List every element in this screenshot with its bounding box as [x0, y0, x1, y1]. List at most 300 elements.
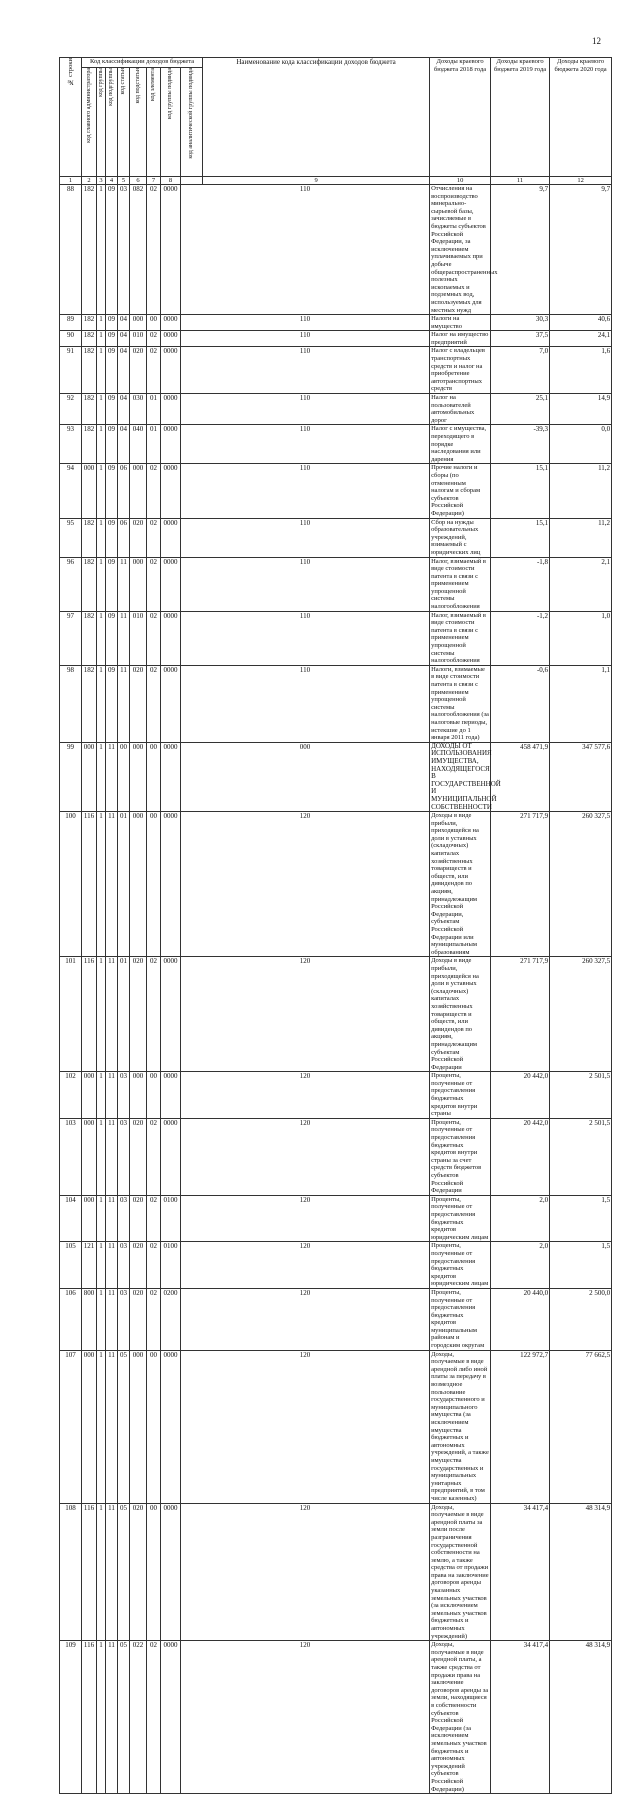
- article-code-cell: 03: [118, 1072, 130, 1119]
- admin-code-cell: 000: [82, 1195, 97, 1242]
- revenue-2019-cell: 1,1: [550, 665, 612, 742]
- line-number-cell: 91: [60, 347, 82, 394]
- revenue-2018-cell: 271 717,9: [491, 957, 550, 1072]
- admin-code-cell: 000: [82, 1072, 97, 1119]
- admin-code-cell: 000: [82, 464, 97, 518]
- article-code-cell: 03: [118, 1195, 130, 1242]
- group-code-cell: 1: [97, 315, 106, 331]
- subtype-group-code-cell: 0000: [161, 464, 181, 518]
- revenue-2018-cell: 9,7: [491, 185, 550, 315]
- admin-code-cell: 116: [82, 1503, 97, 1641]
- subarticle-code-cell: 030: [130, 394, 147, 425]
- subtype-group-code-cell: 0000: [161, 1503, 181, 1641]
- group-code-cell: 1: [97, 1242, 106, 1289]
- revenue-name-cell: Налог с владельцев транспортных средств и налог на приобретение автотранспортных средств: [430, 347, 491, 394]
- subarticle-code-cell: 000: [130, 812, 147, 957]
- col-number: [181, 177, 203, 185]
- revenue-2019-cell: 1,0: [550, 611, 612, 665]
- subgroup-code-cell: 09: [106, 394, 118, 425]
- line-number-cell: 96: [60, 557, 82, 611]
- analytic-group-code-cell: 120: [181, 1118, 430, 1195]
- subarticle-code-cell: 040: [130, 425, 147, 464]
- revenue-name-cell: Налог на пользователей автомобильных дорог: [430, 394, 491, 425]
- group-code-cell: 1: [97, 1288, 106, 1350]
- budget-revenue-table: [59, 57, 612, 1794]
- element-code-cell: 02: [147, 611, 161, 665]
- revenue-2018-header: Доходы краевого бюджета 2018 года: [430, 58, 491, 177]
- line-number-cell: 107: [60, 1350, 82, 1503]
- analytic-group-code-cell: 120: [181, 1503, 430, 1641]
- element-code-cell: 00: [147, 1503, 161, 1641]
- revenue-name-cell: Сбор на нужды образовательных учреждений, взимаемый с юридических лиц: [430, 518, 491, 557]
- revenue-2019-cell: 347 577,6: [550, 742, 612, 811]
- subtype-group-code-cell: 0000: [161, 394, 181, 425]
- analytic-group-code-cell: 120: [181, 1195, 430, 1242]
- subarticle-code-cell: 020: [130, 1118, 147, 1195]
- analytic-group-code-cell: 110: [181, 665, 430, 742]
- admin-code-cell: 800: [82, 1288, 97, 1350]
- subtype-group-code-cell: 0000: [161, 1118, 181, 1195]
- group-code-cell: 1: [97, 1118, 106, 1195]
- revenue-2019-cell: 260 327,5: [550, 957, 612, 1072]
- subgroup-code-cell: 09: [106, 665, 118, 742]
- admin-code-cell: 182: [82, 347, 97, 394]
- revenue-name-cell: Налог с имущества, переходящего в порядке наследования или дарения: [430, 425, 491, 464]
- admin-code-cell: 000: [82, 1350, 97, 1503]
- element-code-cell: 00: [147, 742, 161, 811]
- article-code-cell: 03: [118, 1118, 130, 1195]
- col-number: 12: [550, 177, 612, 185]
- revenue-name-cell: Доходы, получаемые в виде арендной либо иной платы за передачу в возмездное пользование государственного и муниципального имущества (за исключением имущества бюджетных и автономных учреждений, а также имущества государственных и муниципальных унитарных предприятий, в том числе казенных): [431, 1350, 489, 1502]
- admin-code-cell: 182: [82, 185, 97, 315]
- article-code-cell: 06: [118, 518, 130, 557]
- col-number: 4: [106, 177, 118, 185]
- element-code-cell: 00: [147, 812, 161, 957]
- classification-group-header: Код классификации доходов бюджета: [82, 58, 203, 68]
- revenue-2019-cell: 1,5: [550, 1242, 612, 1289]
- revenue-2020-header: Доходы краевого бюджета 2020 года: [550, 58, 612, 177]
- element-code-cell: 01: [147, 394, 161, 425]
- revenue-2018-cell: -1,2: [491, 611, 550, 665]
- subtype-group-code-cell: 0100: [161, 1242, 181, 1289]
- admin-code-cell: 116: [82, 1641, 97, 1794]
- group-code-cell: 1: [97, 1072, 106, 1119]
- code-header-article: код статьи: [118, 68, 130, 177]
- revenue-2019-cell: 77 662,5: [550, 1350, 612, 1503]
- code-header-group: код группы: [97, 68, 106, 177]
- revenue-name-cell: Отчисления на воспроизводство минерально-сырьевой базы, зачисляемые в бюджеты субъектов Российской Федерации, за исключением уплачиваемых при добыче общераспространенных полезных ископаемых и подземных вод, используемых для местных нужд: [431, 185, 498, 314]
- analytic-group-code-cell: 110: [181, 464, 430, 518]
- table-body: [60, 185, 612, 1794]
- analytic-group-code-cell: 110: [181, 315, 430, 331]
- col-number: 10: [430, 177, 491, 185]
- admin-code-cell: 121: [82, 1242, 97, 1289]
- analytic-group-code-cell: 110: [181, 185, 430, 315]
- table-row: [60, 331, 612, 347]
- admin-code-cell: 182: [82, 611, 97, 665]
- table-row: [60, 1072, 612, 1119]
- article-code-cell: 04: [118, 425, 130, 464]
- group-code-cell: 1: [97, 185, 106, 315]
- subarticle-code-cell: 020: [130, 1195, 147, 1242]
- line-number-cell: 94: [60, 464, 82, 518]
- article-code-cell: 05: [118, 1641, 130, 1794]
- article-code-cell: 04: [118, 331, 130, 347]
- subtype-group-code-cell: 0000: [161, 1350, 181, 1503]
- col-number: 1: [60, 177, 82, 185]
- subarticle-code-cell: 000: [130, 1072, 147, 1119]
- revenue-2018-cell: 15,1: [491, 518, 550, 557]
- subgroup-code-cell: 11: [106, 1503, 118, 1641]
- analytic-group-code-cell: 120: [181, 957, 430, 1072]
- article-code-cell: 04: [118, 347, 130, 394]
- admin-code-cell: 116: [82, 812, 97, 957]
- article-code-cell: 11: [118, 611, 130, 665]
- element-code-cell: 02: [147, 1195, 161, 1242]
- analytic-group-code-cell: 110: [181, 347, 430, 394]
- revenue-2018-cell: 30,3: [491, 315, 550, 331]
- revenue-2019-cell: 48 314,9: [550, 1641, 612, 1794]
- element-code-cell: 02: [147, 665, 161, 742]
- analytic-group-code-cell: 110: [181, 394, 430, 425]
- group-code-cell: 1: [97, 611, 106, 665]
- revenue-name-cell: ДОХОДЫ ОТ ИСПОЛЬЗОВАНИЯ ИМУЩЕСТВА, НАХОДЯЩЕГОСЯ В ГОСУДАРСТВЕННОЙ И МУНИЦИПАЛЬНОЙ СОБСТВЕННОСТИ: [431, 741, 501, 811]
- revenue-name-cell: Проценты, полученные от предоставления бюджетных кредитов юридическим лицам: [430, 1195, 491, 1242]
- code-header-subgroup: код подгруппы: [106, 68, 118, 177]
- article-code-cell: 00: [118, 742, 130, 811]
- line-number-cell: 90: [60, 331, 82, 347]
- line-number-cell: 108: [60, 1503, 82, 1641]
- subgroup-code-cell: 11: [106, 1195, 118, 1242]
- table-row: [60, 315, 612, 331]
- revenue-2019-cell: 2 500,0: [550, 1288, 612, 1350]
- article-code-cell: 06: [118, 464, 130, 518]
- admin-code-cell: 182: [82, 315, 97, 331]
- revenue-2018-cell: 34 417,4: [491, 1641, 550, 1794]
- col-number: 3: [97, 177, 106, 185]
- analytic-group-code-cell: 120: [181, 812, 430, 957]
- revenue-2018-cell: 20 440,0: [491, 1288, 550, 1350]
- table-row: [60, 611, 612, 665]
- revenue-name-cell: Проценты, полученные от предоставления бюджетных кредитов юридическим лицам: [430, 1242, 491, 1289]
- line-number-cell: 98: [60, 665, 82, 742]
- group-code-cell: 1: [97, 394, 106, 425]
- article-code-cell: 05: [118, 1503, 130, 1641]
- table-row: [60, 518, 612, 557]
- subarticle-code-cell: 082: [130, 185, 147, 315]
- revenue-2019-cell: 24,1: [550, 331, 612, 347]
- subarticle-code-cell: 020: [130, 518, 147, 557]
- revenue-2018-cell: 20 442,0: [491, 1072, 550, 1119]
- article-code-cell: 01: [118, 812, 130, 957]
- element-code-cell: 02: [147, 557, 161, 611]
- subgroup-code-cell: 11: [106, 1350, 118, 1503]
- subtype-group-code-cell: 0000: [161, 1072, 181, 1119]
- revenue-2018-cell: -1,8: [491, 557, 550, 611]
- revenue-2019-cell: 40,6: [550, 315, 612, 331]
- revenue-name-cell: Доходы в виде прибыли, приходящейся на доли в уставных (складочных) капиталах хозяйственных товариществ и обществ, или дивидендов по акциям, принадлежащим Российской Федерации, субъектам Российской Федерации или муниципальным образованиям: [430, 812, 491, 957]
- subarticle-code-cell: 000: [130, 315, 147, 331]
- subgroup-code-cell: 09: [106, 518, 118, 557]
- table-row: [60, 665, 612, 742]
- element-code-cell: 02: [147, 1118, 161, 1195]
- revenue-2018-cell: -39,3: [491, 425, 550, 464]
- subtype-group-code-cell: 0000: [161, 557, 181, 611]
- subgroup-code-cell: 09: [106, 464, 118, 518]
- revenue-2019-cell: 9,7: [550, 185, 612, 315]
- revenue-2018-cell: 37,5: [491, 331, 550, 347]
- analytic-group-code-cell: 120: [181, 1350, 430, 1503]
- analytic-group-code-cell: 110: [181, 557, 430, 611]
- group-code-cell: 1: [97, 1195, 106, 1242]
- subtype-group-code-cell: 0000: [161, 331, 181, 347]
- subtype-group-code-cell: 0000: [161, 185, 181, 315]
- col-number: 6: [130, 177, 147, 185]
- element-code-cell: 02: [147, 185, 161, 315]
- group-code-cell: 1: [97, 557, 106, 611]
- admin-code-cell: 000: [82, 742, 97, 811]
- revenue-2018-cell: 20 442,0: [491, 1118, 550, 1195]
- col-number: 7: [147, 177, 161, 185]
- line-number-cell: 93: [60, 425, 82, 464]
- revenue-name-cell: Доходы, получаемые в виде арендной платы, а также средства от продажи права на заключение договоров аренды за земли, находящиеся в собственности субъектов Российской Федерации (за исключением земельных участков бюджетных и автономных учреждений субъектов Российской Федерации): [430, 1641, 491, 1794]
- group-code-cell: 1: [97, 1641, 106, 1794]
- revenue-2018-cell: 2,0: [491, 1195, 550, 1242]
- line-number-cell: 106: [60, 1288, 82, 1350]
- table-row: [60, 464, 612, 518]
- code-header-admin: код главного администратора: [82, 68, 97, 177]
- article-code-cell: 01: [118, 957, 130, 1072]
- subgroup-code-cell: 09: [106, 611, 118, 665]
- table-row: [60, 557, 612, 611]
- revenue-name-cell: Налог, взимаемый в виде стоимости патента в связи с применением упрощенной системы налогообложения: [430, 557, 491, 611]
- element-code-cell: 02: [147, 331, 161, 347]
- group-code-cell: 1: [97, 425, 106, 464]
- subarticle-code-cell: 000: [130, 464, 147, 518]
- subgroup-code-cell: 11: [106, 1242, 118, 1289]
- line-number-cell: 92: [60, 394, 82, 425]
- line-number-cell: 95: [60, 518, 82, 557]
- line-number-header: № строки: [60, 58, 82, 177]
- group-code-cell: 1: [97, 1350, 106, 1503]
- line-number-cell: 105: [60, 1242, 82, 1289]
- col-number: 8: [161, 177, 181, 185]
- table-row: [60, 347, 612, 394]
- admin-code-cell: 000: [82, 1118, 97, 1195]
- subarticle-code-cell: 022: [130, 1641, 147, 1794]
- subarticle-code-cell: 020: [130, 1242, 147, 1289]
- revenue-2018-cell: 2,0: [491, 1242, 550, 1289]
- line-number-cell: 103: [60, 1118, 82, 1195]
- revenue-name-cell: Налоги, взимаемые в виде стоимости патента в связи с применением упрощенной системы налогообложения (за налоговые периоды, истекшие до 1 января 2011 года): [431, 665, 489, 742]
- table-row: [60, 1195, 612, 1242]
- table-row: [60, 1350, 612, 1503]
- subarticle-code-cell: 000: [130, 1350, 147, 1503]
- code-header-subarticle: код подстатьи: [130, 68, 147, 177]
- group-code-cell: 1: [97, 812, 106, 957]
- code-header-element: код элемента: [147, 68, 161, 177]
- admin-code-cell: 182: [82, 665, 97, 742]
- revenue-name-cell: Налог, взимаемый в виде стоимости патента в связи с применением упрощенной системы налогообложения: [430, 611, 491, 665]
- revenue-2018-cell: -0,6: [491, 665, 550, 742]
- subarticle-code-cell: 010: [130, 611, 147, 665]
- subtype-group-code-cell: 0000: [161, 347, 181, 394]
- revenue-name-cell: Налоги на имущество: [430, 315, 491, 331]
- analytic-group-code-cell: 120: [181, 1288, 430, 1350]
- code-header-subtype-group: код группы подвида: [161, 68, 181, 177]
- table-row: [60, 1288, 612, 1350]
- revenue-2018-cell: 34 417,4: [491, 1503, 550, 1641]
- article-code-cell: 03: [118, 1242, 130, 1289]
- revenue-2019-cell: 11,2: [550, 464, 612, 518]
- subarticle-code-cell: 000: [130, 557, 147, 611]
- subarticle-code-cell: 010: [130, 331, 147, 347]
- line-number-cell: 102: [60, 1072, 82, 1119]
- table-row: [60, 742, 612, 811]
- col-number: 5: [118, 177, 130, 185]
- subarticle-code-cell: 020: [130, 1288, 147, 1350]
- table-row: [60, 394, 612, 425]
- subtype-group-code-cell: 0000: [161, 425, 181, 464]
- table-row: [60, 1503, 612, 1641]
- revenue-name-cell: Проценты, полученные от предоставления бюджетных кредитов внутри страны за счет средств бюджетов субъектов Российской Федерации: [430, 1118, 491, 1195]
- subarticle-code-cell: 020: [130, 665, 147, 742]
- revenue-2019-cell: 1,6: [550, 347, 612, 394]
- page-number: 12: [592, 36, 601, 46]
- line-number-cell: 109: [60, 1641, 82, 1794]
- subtype-group-code-cell: 0000: [161, 518, 181, 557]
- revenue-name-cell: Доходы, получаемые в виде арендной платы за земли после разграничения государственной собственности на землю, а также средства от продажи права на заключение договоров аренды указанных земельных участков (за исключением земельных участков бюджетных и автономных учреждений): [431, 1503, 489, 1640]
- admin-code-cell: 182: [82, 425, 97, 464]
- subarticle-code-cell: 020: [130, 1503, 147, 1641]
- admin-code-cell: 182: [82, 331, 97, 347]
- line-number-cell: 100: [60, 812, 82, 957]
- subgroup-code-cell: 11: [106, 1118, 118, 1195]
- group-code-cell: 1: [97, 464, 106, 518]
- line-number-cell: 104: [60, 1195, 82, 1242]
- group-code-cell: 1: [97, 957, 106, 1072]
- table-row: [60, 425, 612, 464]
- article-code-cell: 03: [118, 185, 130, 315]
- subtype-group-code-cell: 0200: [161, 1288, 181, 1350]
- line-number-cell: 99: [60, 742, 82, 811]
- subtype-group-code-cell: 0000: [161, 315, 181, 331]
- analytic-group-code-cell: 120: [181, 1072, 430, 1119]
- admin-code-cell: 182: [82, 557, 97, 611]
- analytic-group-code-cell: 120: [181, 1641, 430, 1794]
- article-code-cell: 11: [118, 665, 130, 742]
- revenue-2019-cell: 0,0: [550, 425, 612, 464]
- element-code-cell: 00: [147, 1350, 161, 1503]
- revenue-name-cell: Проценты, полученные от предоставления бюджетных кредитов муниципальным районам и городским округам: [430, 1288, 491, 1350]
- revenue-2018-cell: 25,1: [491, 394, 550, 425]
- admin-code-cell: 182: [82, 394, 97, 425]
- subtype-group-code-cell: 0000: [161, 665, 181, 742]
- article-code-cell: 11: [118, 557, 130, 611]
- col-number: 11: [491, 177, 550, 185]
- line-number-cell: 101: [60, 957, 82, 1072]
- revenue-2019-cell: 14,9: [550, 394, 612, 425]
- subgroup-code-cell: 09: [106, 425, 118, 464]
- group-code-cell: 1: [97, 1503, 106, 1641]
- table-row: [60, 1641, 612, 1794]
- table-row: [60, 185, 612, 315]
- revenue-2019-cell: 2 501,5: [550, 1072, 612, 1119]
- revenue-2018-cell: 458 471,9: [491, 742, 550, 811]
- revenue-2019-cell: 2 501,5: [550, 1118, 612, 1195]
- col-number: 2: [82, 177, 97, 185]
- revenue-2019-cell: 48 314,9: [550, 1503, 612, 1641]
- element-code-cell: 02: [147, 1641, 161, 1794]
- subgroup-code-cell: 11: [106, 1072, 118, 1119]
- subgroup-code-cell: 11: [106, 1641, 118, 1794]
- revenue-2019-cell: 11,2: [550, 518, 612, 557]
- table-row: [60, 957, 612, 1072]
- analytic-group-code-cell: 000: [181, 742, 430, 811]
- subarticle-code-cell: 020: [130, 347, 147, 394]
- revenue-name-cell: Прочие налоги и сборы (по отмененным налогам и сборам субъектов Российской Федерации): [430, 464, 491, 518]
- group-code-cell: 1: [97, 347, 106, 394]
- article-code-cell: 03: [118, 1288, 130, 1350]
- subtype-group-code-cell: 0000: [161, 957, 181, 1072]
- subtype-group-code-cell: 0000: [161, 611, 181, 665]
- analytic-group-code-cell: 110: [181, 518, 430, 557]
- analytic-group-code-cell: 110: [181, 425, 430, 464]
- subarticle-code-cell: 000: [130, 742, 147, 811]
- revenue-2018-cell: 122 972,7: [491, 1350, 550, 1503]
- code-header-analytic-group: код аналитической группы подвида: [181, 68, 203, 177]
- name-column-header: Наименование кода классификации доходов бюджета: [203, 58, 430, 177]
- revenue-2019-cell: 260 327,5: [550, 812, 612, 957]
- group-code-cell: 1: [97, 665, 106, 742]
- revenue-2019-cell: 1,5: [550, 1195, 612, 1242]
- subgroup-code-cell: 11: [106, 957, 118, 1072]
- subgroup-code-cell: 09: [106, 331, 118, 347]
- table-row: [60, 812, 612, 957]
- line-number-cell: 89: [60, 315, 82, 331]
- subgroup-code-cell: 09: [106, 185, 118, 315]
- line-number-cell: 88: [60, 185, 82, 315]
- element-code-cell: 02: [147, 1242, 161, 1289]
- element-code-cell: 02: [147, 347, 161, 394]
- revenue-name-cell: Налог на имущество предприятий: [430, 331, 491, 347]
- subarticle-code-cell: 020: [130, 957, 147, 1072]
- col-number: 9: [203, 177, 430, 185]
- article-code-cell: 05: [118, 1350, 130, 1503]
- subgroup-code-cell: 11: [106, 1288, 118, 1350]
- revenue-2019-cell: 2,1: [550, 557, 612, 611]
- element-code-cell: 02: [147, 1288, 161, 1350]
- table-row: [60, 1118, 612, 1195]
- analytic-group-code-cell: 120: [181, 1242, 430, 1289]
- group-code-cell: 1: [97, 518, 106, 557]
- subgroup-code-cell: 11: [106, 812, 118, 957]
- admin-code-cell: 182: [82, 518, 97, 557]
- article-code-cell: 04: [118, 315, 130, 331]
- article-code-cell: 04: [118, 394, 130, 425]
- element-code-cell: 02: [147, 957, 161, 1072]
- analytic-group-code-cell: 110: [181, 331, 430, 347]
- element-code-cell: 01: [147, 425, 161, 464]
- subgroup-code-cell: 09: [106, 315, 118, 331]
- subgroup-code-cell: 09: [106, 347, 118, 394]
- analytic-group-code-cell: 110: [181, 611, 430, 665]
- subtype-group-code-cell: 0000: [161, 812, 181, 957]
- group-code-cell: 1: [97, 331, 106, 347]
- group-code-cell: 1: [97, 742, 106, 811]
- revenue-2018-cell: 7,0: [491, 347, 550, 394]
- revenue-name-cell: Доходы в виде прибыли, приходящейся на доли в уставных (складочных) капиталах хозяйственных товариществ и обществ, или дивидендов по акциям, принадлежащим субъектам Российской Федерации: [430, 957, 491, 1072]
